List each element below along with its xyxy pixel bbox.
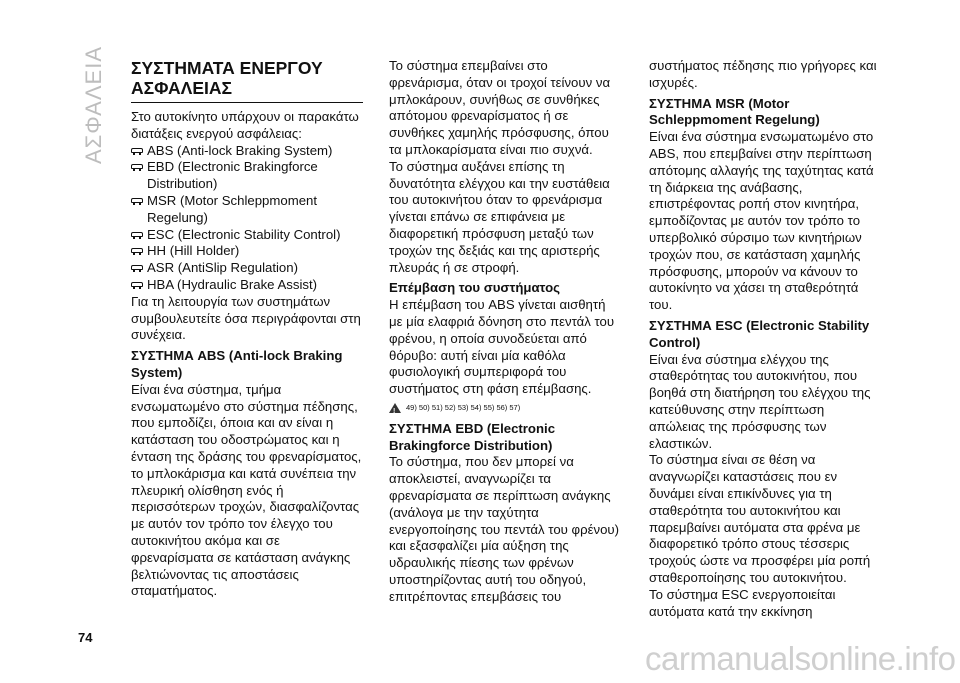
intervention-heading: Επέμβαση του συστήματος bbox=[389, 280, 560, 296]
column-1 bbox=[131, 58, 363, 600]
abs-paragraph: Είναι ένα σύστημα, τμήμα ενσωματωμένο στο σύστημα πέδησης, που εμποδίζει, όποια και αν είναι η κατάσταση του οδοστρώματος και η ένταση της δράσης του φρεναρίσματος, το μπλοκάρισμα και κατά συνέπεια την πλευρική ολίσθηση ενός ή περισσότερων τροχών, διασφαλίζοντας με αυτόν τον τρόπο τον έλεγχο του αυτοκινήτου ακόμα και σε φρεναρίσματα σε κατάσταση ανάγκης βελτιώνοντας τις αποστάσεις σταματήματος. bbox=[131, 381, 362, 599]
page-number: 74 bbox=[78, 630, 93, 645]
paragraph: Είναι ένα σύστημα ενσωματωμένο στο ABS, που επεμβαίνει στην περίπτωση απότομης αλλαγής της ταχύτητας κατά τη διάρκεια της ανάβασης, επιστρέφοντας ροπή στον κινητήρα, εμποδίζοντας με αυτόν τον τρόπο το υπερβολικό σύρσιμο των κινητήριων τροχών που, σε κατάσταση χαμηλής πρόσφυσης, μπορούν να κάνουν το αυτοκίνητο να χάσει τη σταθερότητά του. bbox=[649, 129, 874, 313]
list-item: MSR (Motor Schleppmoment Regelung) bbox=[131, 193, 363, 227]
list-item: ABS (Anti-lock Braking System) bbox=[131, 143, 363, 160]
warning-icon bbox=[389, 403, 401, 413]
intro-paragraph: Στο αυτοκίνητο υπάρχουν οι παρακάτω διατάξεις ενεργού ασφάλειας: bbox=[131, 109, 359, 141]
car-icon bbox=[131, 264, 143, 272]
paragraph: Το σύστημα αυξάνει επίσης τη δυνατότητα ελέγχου και την ευστάθεια του αυτοκινήτου όταν το φρενάρισμα γίνεται επάνω σε επιφάνεια με διαφορετική πρόσφυση μεταξύ των τροχών της δεξιάς και της αριστερής πλευράς ή σε στροφή. bbox=[389, 158, 610, 275]
abs-heading: ΣΥΣΤΗΜΑ ABS (Anti-lock Braking System) bbox=[131, 348, 343, 380]
paragraph: Είναι ένα σύστημα ελέγχου της σταθερότητας του αυτοκινήτου, που βοηθά στη διατήρηση του ελέγχου της κατεύθυνσης στην περίπτωση απώλειας της πρόσφυσης των ελαστικών. bbox=[649, 351, 871, 451]
esc-heading: ΣΥΣΤΗΜΑ ESC (Electronic Stability Control) bbox=[649, 317, 870, 350]
paragraph: συστήματος πέδησης πιο γρήγορες και ισχυρές. bbox=[649, 58, 877, 90]
ebd-heading: ΣΥΣΤΗΜΑ EBD (Electronic Brakingforce Distribution) bbox=[389, 420, 556, 453]
warning-references bbox=[389, 400, 621, 417]
list-item: ESC (Electronic Stability Control) bbox=[131, 227, 363, 244]
car-icon bbox=[131, 147, 143, 155]
title-divider bbox=[131, 102, 363, 103]
car-icon bbox=[131, 163, 143, 171]
car-icon bbox=[131, 247, 143, 255]
msr-heading: ΣΥΣΤΗΜΑ MSR (Motor Schleppmoment Regelung) bbox=[649, 95, 820, 128]
car-icon bbox=[131, 231, 143, 239]
paragraph: Το σύστημα, που δεν μπορεί να αποκλειστεί, αναγνωρίζει τα φρεναρίσματα σε περίπτωση ανάγκης (ανάλογα με την ταχύτητα ενεργοποίησης του πεντάλ του φρένου) και εξασφαλίζει μία αύξηση της υδραυλικής πίεσης των φρένων υποστηρίζοντας αυτή του οδηγού, επιτρέποντας επεμβάσεις του bbox=[389, 454, 620, 604]
paragraph: Το σύστημα ESC ενεργοποιείται αυτόματα κατά την εκκίνηση bbox=[649, 586, 836, 619]
paragraph: Η επέμβαση του ABS γίνεται αισθητή με μία ελαφριά δόνηση στο πεντάλ του φρένου, η οποία συνοδεύεται από θόρυβο: αυτή είναι μία καθόλα φυσιολογική συμπεριφορά του συστήματος στη φάση επέμβασης. bbox=[389, 297, 615, 397]
list-item: EBD (Electronic Brakingforce Distribution) bbox=[131, 159, 363, 193]
systems-list bbox=[131, 143, 363, 294]
section-side-tab bbox=[78, 40, 110, 170]
paragraph: Το σύστημα επεμβαίνει στο φρενάρισμα, όταν οι τροχοί τείνουν να μπλοκάρουν, συνήθως σε συνθήκες απότομου φρεναρίσματος ή σε συνθήκες χαμηλής πρόσφυσης, όπου τα μπλοκαρίσματα είναι πιο συχνά. bbox=[389, 58, 611, 157]
paragraph: Το σύστημα είναι σε θέση να αναγνωρίζει καταστάσεις που εν δυνάμει είναι επικίνδυνες για τη σταθερότητα του αυτοκινήτου και παρεμβαίνει αυτόματα στα φρένα με διαφορετικό τρόπο στους τέσσερις τροχούς ώστε να προσφέρει μία ροπή σταθεροποίησης του αυτοκινήτου. bbox=[649, 452, 871, 585]
reference-numbers: 49) 50) 51) 52) 53) 54) 55) 56) 57) bbox=[406, 402, 521, 412]
list-item: HH (Hill Holder) bbox=[131, 243, 363, 260]
outro-paragraph: Για τη λειτουργία των συστημάτων συμβουλευτείτε όσα περιγράφονται στη συνέχεια. bbox=[131, 293, 361, 343]
list-item: HBA (Hydraulic Brake Assist) bbox=[131, 277, 363, 294]
column-3 bbox=[649, 58, 881, 620]
car-icon bbox=[131, 197, 143, 205]
column-2 bbox=[389, 58, 621, 606]
section-title: ΣΥΣΤΗΜΑΤΑ ΕΝΕΡΓΟΥ ΑΣΦΑΛΕΙΑΣ bbox=[131, 58, 323, 98]
list-item: ASR (AntiSlip Regulation) bbox=[131, 260, 363, 277]
car-icon bbox=[131, 281, 143, 289]
section-side-tab-label: ΑΣΦΑΛΕΙΑ bbox=[81, 45, 106, 165]
watermark: carmanualsonline.info bbox=[645, 640, 956, 677]
